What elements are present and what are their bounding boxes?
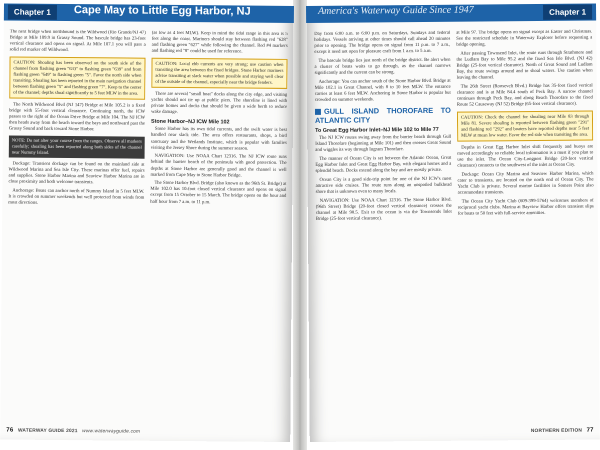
paragraph: The Stone Harbor Blvd. Bridge (also known as the 96th St. Bridge) at Mile 102.0 has 10-foot closed vertical clearance and opens on signal except from 15 October to 15 March. The bridge opens on the hour and half hour from 7 a.m. to 11 p.m. (150, 181, 287, 205)
paragraph: The Ocean City Yacht Club (609-399-5764) welcomes members of reciprocal yacht clubs. Marina at Bayview Harbor offers transient slips for boats to 50 feet with full-service amenities. (457, 198, 594, 217)
paragraph: Day from 6:00 a.m. to 6:00 p.m. on Saturdays, Sundays and federal holidays. Vessels arriving at other times should call ahead 20 minutes prior to opening. The bridge opens on signal from 11 p.m. to 7 a.m., except it need not open for pleasure craft from 1 a.m. to 5 a.m. (314, 30, 451, 56)
caution-box: CAUTION: Local ebb currents are very strong; use caution when transiting the area between the fixed bridges. Stone Harbor mariners advise transiting at slack water when possible and staying well clear of the outside of the channel, especially near the bridge fenders. (151, 58, 287, 89)
subsection-heading: To Great Egg Harbor Inlet–NJ Mile 102 to Mile 77 (315, 126, 439, 134)
note-box: NOTE: Do not alter your course from the ranges. Observe all markers carefully; shoaling has been reported along both sides of the channel near Nummy Island. (9, 136, 145, 159)
section-heading (315, 107, 451, 125)
section-heading-text: GULL ISLAND THOROFARE TO ATLANTIC CITY (314, 105, 451, 125)
footer-website: www.waterwayguide.com (82, 429, 141, 435)
paragraph: Anchorage: You can anchor south of the Stone Harbor Blvd. Bridge at Mile 102.1 in Great Channel, with 8 to 10 feet MLW. The entrance carries at least 6 feet MLW. Anchoring in Stone Harbor is popular but crowded on summer weekends. (314, 78, 451, 104)
running-title: America's Waterway Guide Since 1947 (317, 4, 474, 17)
chapter-title: Cape May to Little Egg Harbor, NJ (73, 4, 251, 18)
chapter-label: Chapter 1 (8, 5, 57, 20)
chapter-label: Chapter 1 (543, 5, 592, 20)
right-page-footer (316, 426, 594, 438)
paragraph: NAVIGATION: Use NOAA Chart 12316. The Stone Harbor Blvd. (96th Street) Bridge (20-foot closed vertical clearance) crosses the channel at Mile 98.5. Exit to the ocean is via the Townsends Inlet Bridge (25-foot vertical clearance). (315, 197, 452, 222)
caution-box: CAUTION: Shoaling has been observed on the south side of the channel from flashing green "633" to flashing green "639" and from flashing green "649" to flashing green "5". Favor the north side when transiting. Shoaling has been reported in the main navigation channel between flashing green "5" and flashing green "7". Keep to the center of the channel; depths shoal significantly to 5 feet MLW in the area. (9, 56, 145, 99)
paragraph: Dockage: Transient dockage can be found on the mainland side at Wildwood Marina and Sea Isle City. These marinas offer fuel, repairs and supplies. Stone Harbor Marina and Seaview Harbor Marina are in close proximity and both welcome transients. (8, 161, 145, 186)
paragraph: (as low as 4 feet MLW). Keep in mind the tidal range in this area is 5 feet along the coast. Mariners should stay between flashing red "628" and flashing green "627" while following the channel. Red #4 markers and flashing red "8" could be used for reference. (151, 30, 288, 55)
left-page-column-1 (6, 30, 145, 423)
footer-publication: WATERWAY GUIDE 2021 (17, 428, 78, 435)
right-page (306, 3, 600, 442)
page-number: 76 (6, 427, 14, 434)
paragraph: Stone Harbor has its own tidal currents, and the swift water is best handled near slack tide. The area offers restaurants, shops, a bird sanctuary and the Wetlands Institute, which is popular with families visiting the Jersey Shore during the summer season. (150, 127, 287, 152)
paragraph: There are several "small boat" docks along the city edge, and visiting yachts should not tie up at public piers. The shoreline is lined with private homes and docks that should be given a wide berth to reduce wake damage. (151, 91, 288, 116)
book-gutter (293, 0, 307, 450)
paragraph: The 26th Street (Roosevelt Blvd.) Bridge has 35-foot fixed vertical clearance and is at Mile 84.4 south of Peck Bay. A narrow channel continues through Peck Bay, and along Beach Thorofare to the fixed Route 52 Causeway (NJ 52) Bridge (65-foot vertical clearance). (456, 83, 593, 108)
footer-edition: NORTHERN EDITION (530, 428, 583, 435)
paragraph: Anchorage: Boats can anchor north of Nummy Island in 5 feet MLW. It is crowded on summer weekends but well protected from winds from most directions. (8, 188, 145, 206)
paragraph: Depths in Great Egg Harbor Inlet shift frequently and buoys are moved accordingly so reliable local information is a must if you plan to use the inlet. The Ocean City-Longport Bridge (20-foot vertical clearance) connects to the southwest of the inlet at Ocean City. (457, 144, 594, 169)
left-header-band (4, 3, 294, 23)
subsection-heading: Stone Harbor–NJ ICW Mile 102 (150, 119, 230, 126)
left-page-footer (6, 426, 284, 438)
paragraph: at Mile 97. The bridge opens on signal except as Easter and Christmas. See the restricted schedule in Waterway Explorer before requesting a bridge opening. (456, 29, 593, 48)
left-page (0, 3, 294, 442)
paragraph: The NJ ICW routes swing away from the barrier beach through Gull Island Thorofare (beginning at Mile 101) and then crosses Great Sound and wiggles its way through Ingram Thorofare. (315, 134, 452, 154)
paragraph: The next bridge when northbound is the Wildwood (Rio Grande/NJ 47) Bridge at Mile 109.9 in Grassy Sound. The bascule bridge has 23-foot vertical clearance and opens on signal. At Mile 107.1 you will pass a solid red marker off Wildwood. (9, 29, 146, 54)
right-header-band (306, 3, 596, 23)
paragraph: The North Wildwood Blvd (NJ 147) Bridge at Mile 105.2 is a fixed bridge with 55-foot vertical clearance. Continuing north, the ICW passes to the right of the Ocean Drive Bridge at Mile 104. The NJ ICW then heads away from the beach toward the bays and northward past the Grassy Sound and back toward Stone Harbor. (8, 102, 146, 133)
paragraph: NAVIGATION: Use NOAA Chart 12316. The NJ ICW route runs behind the barrier beach of the peninsula with good protection. The depths at Stone Harbor are generally good and the channel is well marked from Cape May to Stone Harbor Bridge. (150, 154, 287, 179)
right-page-column-1 (314, 31, 453, 424)
left-page-column-2 (148, 31, 287, 424)
right-page-column-2 (456, 30, 595, 423)
paragraph: Ocean City is a good side-trip point for one of the NJ ICW's most attractive side cruises. The route runs along an unspoiled bulkhead shore that is unknown even to many locals. (315, 176, 452, 195)
paragraph: The manner of Ocean City is set between the Atlantic Ocean, Great Egg Harbor Inlet and Great Egg Harbor Bay, with elegant homes and a splendid beach. Docks extend along the bay and are mostly private. (315, 155, 452, 175)
paragraph: After passing Townsend Inlet, the route runs through Strathmere and the Ludlam Bay to Mile 95.2 and the fixed Sea Isle Blvd. (NJ 42) Bridge (25-foot vertical clearance). North of Great Sound and Ludlam Bay, the route swings around and to shoal waters. Use caution when leaving the channel. (456, 50, 593, 81)
page-number: 77 (586, 427, 594, 434)
caution-box: CAUTION: Check the channel for shoaling near Mile 83 through Mile 81. Severe shoaling is reported between flashing green "291" and flashing red "292" and boaters have reported depths near 5 feet MLW at mean low water. Favor the red side when transiting the area. (457, 110, 593, 141)
section-square-icon (315, 109, 321, 115)
paragraph: The bascule bridge lies just north of the bridge district. Be alert when a cluster of boats waits to go through, as the channel narrows significantly and the current can be strong. (314, 57, 451, 77)
paragraph: Dockage: Ocean City Marina and Seaview Harbor Marina, which cater to transients, are located on the north end of Ocean City. The Yacht Club is private. Several marine facilities in Somers Point also accommodate transients. (457, 171, 594, 196)
